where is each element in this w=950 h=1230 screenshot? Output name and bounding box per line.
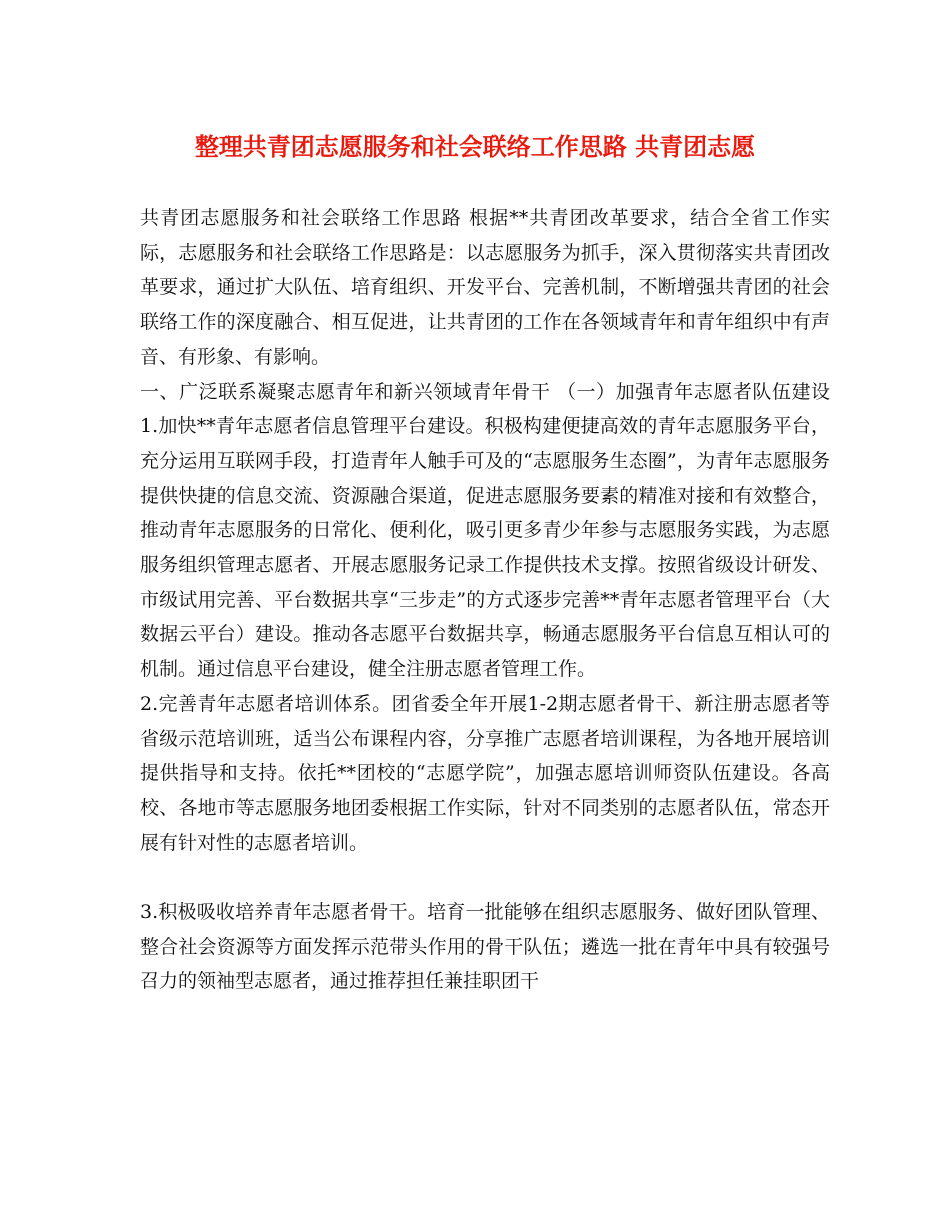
- document-body: [140, 201, 830, 999]
- paragraph-item-3: 3.积极吸收培养青年志愿者骨干。培育一批能够在组织志愿服务、做好团队管理、整合社会资源等方面发挥示范带头作用的骨干队伍；遴选一批在青年中具有较强号召力的领袖型志愿者，通过推荐担任兼挂职团干: [140, 901, 830, 993]
- document-title: 整理共青团志愿服务和社会联络工作思路 共青团志愿: [194, 132, 756, 161]
- paragraph-section-1: 一、广泛联系凝聚志愿青年和新兴领域青年骨干 （一）加强青年志愿者队伍建设 1.加快**青年志愿者信息管理平台建设。积极构建便捷高效的青年志愿服务平台，充分运用互联网手段，打造青年人触手可及的“志愿服务生态圈”，为青年志愿服务提供快捷的信息交流、资源融合渠道，促进志愿服务要素的精准对接和有效整合，推动青年志愿服务的日常化、便利化，吸引更多青少年参与志愿服务实践，为志愿服务组织管理志愿者、开展志愿服务记录工作提供技术支撑。按照省级设计研发、市级试用完善、平台数据共享“三步走”的方式逐步完善**青年志愿者管理平台（大数据云平台）建设。推动各志愿平台数据共享，畅通志愿服务平台信息互相认可的机制。通过信息平台建设，健全注册志愿者管理工作。: [140, 380, 830, 681]
- paragraph-intro: 共青团志愿服务和社会联络工作思路 根据**共青团改革要求，结合全省工作实际，志愿服务和社会联络工作思路是：以志愿服务为抓手，深入贯彻落实共青团改革要求，通过扩大队伍、培育组织、开发平台、完善机制，不断增强共青团的社会联络工作的深度融合、相互促进，让共青团的工作在各领域青年和青年组织中有声音、有形象、有影响。: [140, 207, 830, 368]
- paragraph-spacer: [140, 860, 830, 895]
- paragraph-item-2: 2.完善青年志愿者培训体系。团省委全年开展1-2期志愿者骨干、新注册志愿者等省级示范培训班，适当公布课程内容，分享推广志愿者培训课程，为各地开展培训提供指导和支持。依托**团校的“志愿学院”，加强志愿培训师资队伍建设。各高校、各地市等志愿服务地团委根据工作实际，针对不同类别的志愿者队伍，常态开展有针对性的志愿者培训。: [140, 692, 830, 854]
